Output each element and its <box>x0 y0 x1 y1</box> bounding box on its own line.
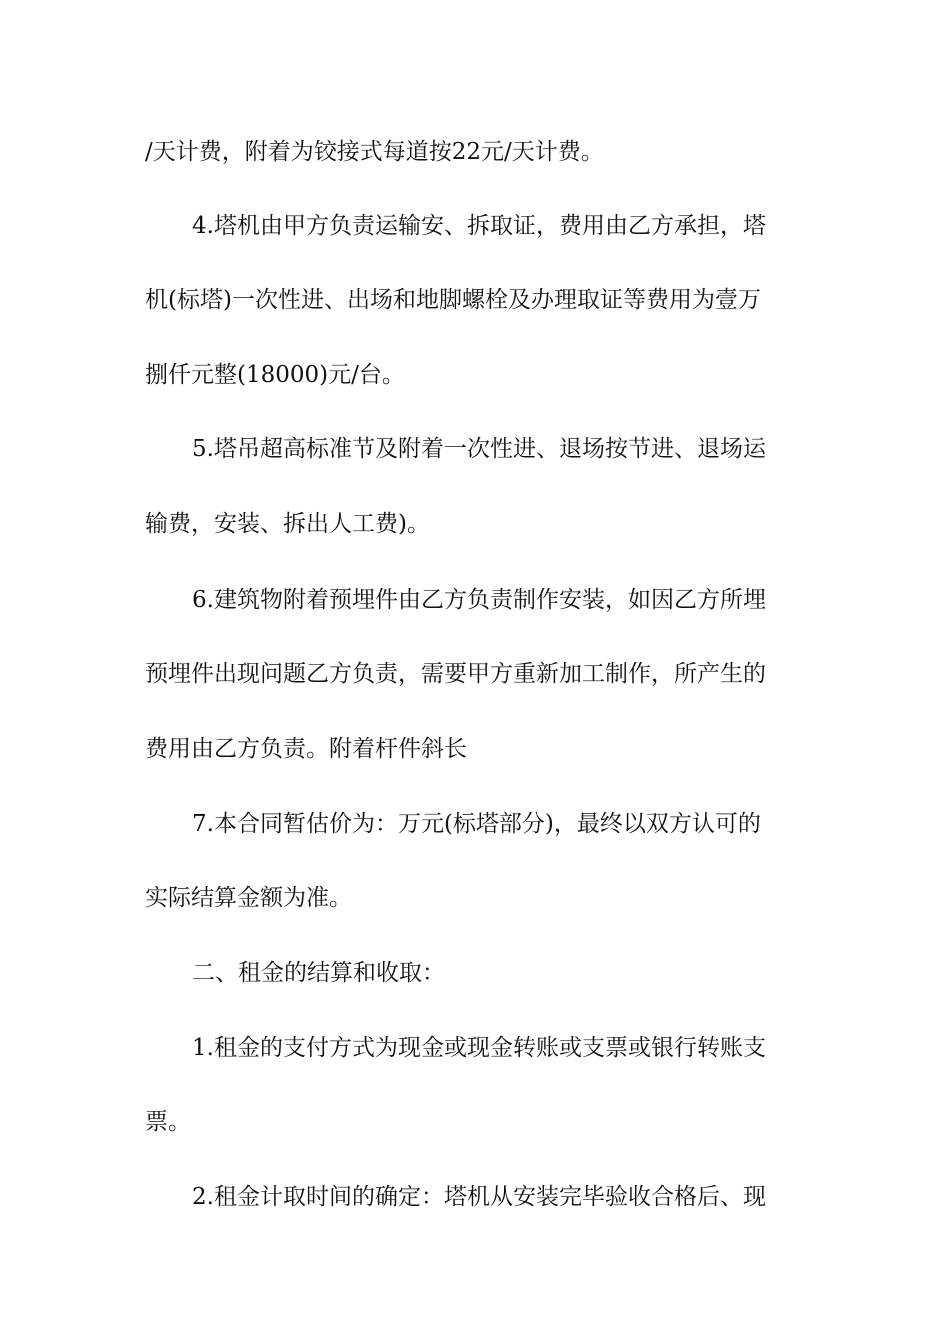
clause-2-line: 2.租金计取时间的确定：塔机从安装完毕验收合格后、现 <box>192 1184 766 1210</box>
text-line: 输费，安装、拆出人工费)。 <box>145 511 430 537</box>
text-line: /天计费，附着为铰接式每道按22元/天计费。 <box>145 139 604 165</box>
section-heading: 二、租金的结算和收取： <box>192 960 445 986</box>
text-line: 费用由乙方负责。附着杆件斜长 <box>145 736 467 762</box>
text-line: 票。 <box>145 1109 191 1135</box>
text-line: 预埋件出现问题乙方负责，需要甲方重新加工制作，所产生的 <box>145 661 766 687</box>
clause-6-line: 6.建筑物附着预埋件由乙方负责制作安装，如因乙方所埋 <box>192 587 766 613</box>
text-line: 机(标塔)一次性进、出场和地脚螺栓及办理取证等费用为壹万 <box>145 287 761 313</box>
text-line: 实际结算金额为准。 <box>145 885 352 911</box>
clause-4-line: 4.塔机由甲方负责运输安、拆取证，费用由乙方承担，塔 <box>192 213 766 239</box>
clause-5-line: 5.塔吊超高标准节及附着一次性进、退场按节进、退场运 <box>192 436 766 462</box>
clause-7-line: 7.本合同暂估价为：万元(标塔部分)，最终以双方认可的 <box>192 811 761 837</box>
clause-1-line: 1.租金的支付方式为现金或现金转账或支票或银行转账支 <box>192 1035 766 1061</box>
text-line: 捌仟元整(18000)元/台。 <box>145 362 405 388</box>
